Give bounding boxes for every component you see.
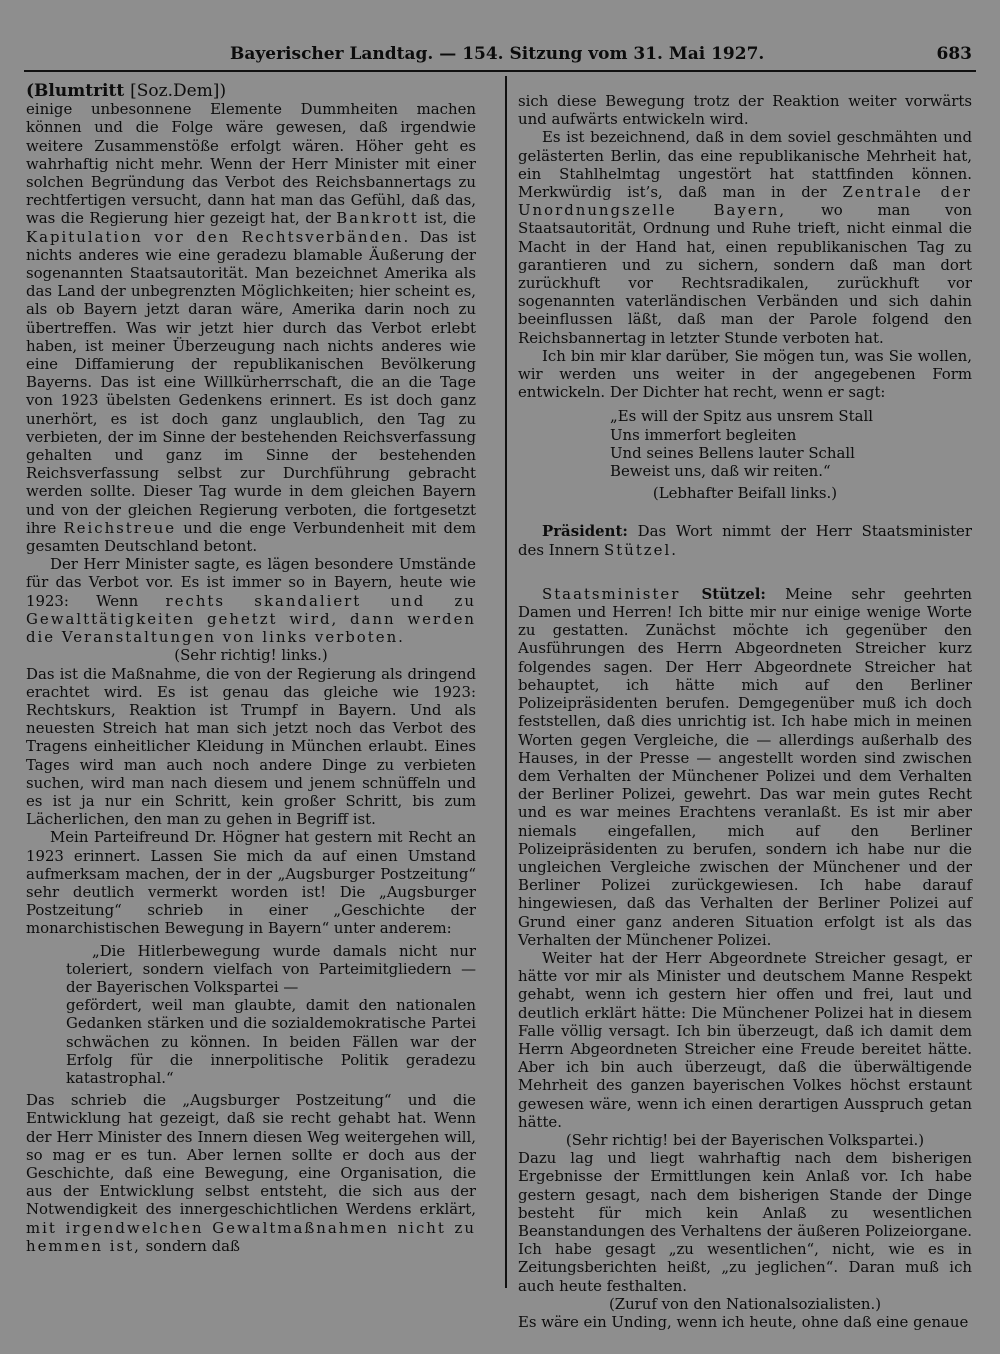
block-quote <box>66 942 476 1088</box>
interjection: (Zuruf von den Nationalsozialisten.) <box>608 1294 882 1313</box>
interjection: (Lebhafter Beifall links.) <box>652 484 838 503</box>
right-column <box>518 92 972 1331</box>
paragraph: Dazu lag und liegt wahrhaftig nach dem bisherigen Ergebnisse der Ermittlungen kein Anlaß vor. Ich habe gestern gesagt, nach dem bisherigen Stande der Dinge besteht für mich kein Anlaß zu wesentlichen Beanstandungen des Verhaltens der äußeren Polizeiorgane. Ich habe gesagt „zu wesentlichen“, nicht, wie es in Zeitungsberichten heißt, „zu jeglichen“. Daran muß ich auch heute festhalten. <box>518 1149 972 1295</box>
speaker-name: (Blumtritt <box>26 81 125 101</box>
paragraph: Es wäre ein Unding, wenn ich heute, ohne daß eine genaue <box>518 1313 969 1331</box>
interjection: (Sehr richtig! links.) <box>174 646 328 665</box>
paragraph: Weiter hat der Herr Abgeordnete Streicher gesagt, er hätte vor mir als Minister und deutschem Manne Respekt gehabt, wenn ich gestern hier offen und frei, laut und deutlich erklärt hätte: Die Münchener Polizei hat in diesem Falle völlig versagt. Ich bin überzeugt, daß ich damit dem Herrn Abgeordneten Streicher eine Freude bereitet hätte. Aber ich bin auch überzeugt, daß die überwältigende Mehrheit des ganzen bayerischen Volkes höchst erstaunt gewesen wäre, wenn ich einen derartigen Ausspruch getan hätte. <box>518 948 972 1131</box>
paragraph: Das schrieb die „Augsburger Postzeitung“ und die Entwicklung hat gezeigt, daß sie recht gehabt hat. Wenn der Herr Minister des Innern diesen Weg weitergehen will, so mag er es tun. Aber lernen sollte er doch aus der Geschichte, daß eine Bewegung, eine Organisation, die aus der Entwicklung selbst entsteht, die sich aus der Notwendigkeit des innergeschichtlichen Werdens erklärt, mit irgendwelchen Gewaltmaßnahmen nicht zu hemmen ist, sondern daß <box>26 1091 476 1255</box>
minister-name: Stützel: <box>701 584 766 603</box>
president-label: Präsident: <box>542 522 628 541</box>
paragraph: Es ist bezeichnend, daß in dem soviel geschmähten und gelästerten Berlin, das eine republikanische Mehrheit hat, ein Stahlhelmtag ungestört hat stattfinden können. Merkwürdig ist’s, daß man in der Zentrale der Unordnungszelle Bayern, wo man von Staatsautorität, Ordnung und Ruhe trieft, nicht einmal die Macht in der Hand hat, einen republikanischen Tag zu garantieren und zu sichern, sondern daß man dort zurückhuft vor Rechtsradikalen, zurückhuft vor sogenannten vaterländischen Verbänden und sich dahin beeinflussen läßt, daß man der Parole folgend den Reichsbannertag in letzter Stunde verboten hat. <box>518 128 973 347</box>
paragraph: Ich bin mir klar darüber, Sie mögen tun, was Sie wollen, wir werden uns weiter in der angegebenen Form entwickeln. Der Dichter hat recht, wenn er sagt: <box>518 346 972 402</box>
header-title: Bayerischer Landtag. — 154. Sitzung vom 31. Mai 1927. <box>230 44 765 64</box>
spacer <box>518 502 972 522</box>
paragraph: einige unbesonnene Elemente Dummheiten machen können und die Folge wäre gewesen, daß irgendwie weitere Zusammenstöße erfolgt wären. Höher geht es wahrhaftig nicht mehr. Wenn der Herr Minister mit einer solchen Begründung das Verbot des Reichsbannertags zu rechtfertigen versucht, dann hat man das Gefühl, daß das, was die Regierung hier gezeigt hat, der Bankrott ist, die Kapitulation vor den Rechtsverbänden. Das ist nichts anderes wie eine geradezu blamable Äußerung der sogenannten Staatsautorität. Man bezeichnet Amerika als das Land der unbegrenzten Möglichkeiten; hier scheint es, als ob Bayern jetzt daran wäre, Amerika darin noch zu übertreffen. Was wir jetzt hier durch das Verbot erlebt haben, ist meiner Überzeugung nach nichts anderes wie eine Diffamierung der republikanischen Bevölkerung Bayerns. Das ist eine Willkürherrschaft, die an die Tage von 1923 übelsten Gedenkens erinnert. Es ist doch ganz unerhört, es ist doch ganz unglaublich, den Tag zu verbieten, der im Sinne der bestehenden Reichsverfassung gehalten und ganz im Sinne der bestehenden Reichsverfassung selbst zur Durchführung gebracht werden sollte. Dieser Tag wurde in dem gleichen Bayern und von der gleichen Regierung verboten, die fortgesetzt ihre Reichstreue und die enge Verbundenheit mit dem gesamten Deutschland betont. <box>26 100 476 556</box>
page-number: 683 <box>936 44 972 64</box>
poem-line: Und seines Bellens lauter Schall <box>610 443 855 462</box>
column-divider <box>505 76 507 1288</box>
paragraph: Das ist die Maßnahme, die von der Regierung als dringend erachtet wird. Es ist genau das gleiche wie 1923: Rechtskurs, Reaktion ist Trumpf in Bayern. Und als neuesten Streich hat man sich jetzt noch das Verbot des Tragens einheitlicher Kleidung in München erlaubt. Eines Tages wird man auch noch andere Dinge zu verbieten suchen, wird man nach diesem und jenem schnüffeln und es ist ja nur ein Schritt, kein großer Schritt, bis zum Lächerlichen, den man zu gehen in Begriff ist. <box>26 664 476 829</box>
paragraph: sich diese Bewegung trotz der Reaktion weiter vorwärts und aufwärts entwickeln wird. <box>518 92 972 129</box>
interjection: (Sehr richtig! bei der Bayerischen Volkspartei.) <box>565 1130 925 1149</box>
poem <box>610 407 972 480</box>
speaker-party: [Soz.Dem]) <box>130 81 227 101</box>
header-rule <box>24 70 976 72</box>
spacer <box>518 559 972 585</box>
quote-line: „Die Hitlerbewegung wurde damals nicht nur toleriert, sondern vielfach von Parteimitgliedern — der Bayerischen Volkspartei — <box>66 941 476 996</box>
poem-line: „Es will der Spitz aus unsrem Stall <box>610 407 874 426</box>
poem-line: Beweist uns, daß wir reiten.“ <box>610 462 831 481</box>
poem-line: Uns immerfort begleiten <box>610 425 797 444</box>
paragraph: Staatsminister Stützel: Meine sehr geehrten Damen und Herren! Ich bitte mir nur einige wenige Worte zu gestatten. Zunächst möchte ich gegenüber den Ausführungen des Herrn Abgeordneten Streicher kurz folgendes sagen. Der Herr Abgeordnete Streicher hat behauptet, ich hätte mich auf den Berliner Polizeipräsidenten berufen. Demgegenüber muß ich doch feststellen, daß dies unrichtig ist. Ich habe mich in meinen Worten gegen Vergleiche, die — allerdings außerhalb des Hauses, in der Presse — angestellt worden sind zwischen dem Verhalten der Münchener Polizei und dem Verhalten der Berliner Polizei, gewehrt. Das war mein gutes Recht und es war meines Erachtens veranlaßt. Es ist mir aber niemals eingefallen, mich auf den Berliner Polizeipräsidenten zu berufen, sondern ich habe nur die ungleichen Vergleiche zwischen der Münchener und der Berliner Polizei zurückgewiesen. Ich habe darauf hingewiesen, daß das Verhalten der Berliner Polizei auf Grund einer ganz anderen Situation erfolgt ist als das Verhalten der Münchener Polizei. <box>518 584 972 949</box>
paragraph: Mein Parteifreund Dr. Högner hat gestern mit Recht an 1923 erinnert. Lassen Sie mich da auf einen Umstand aufmerksam machen, der in der „Augsburger Postzeitung“ sehr deutlich vermerkt worden ist! Die „Augsburger Postzeitung“ schrieb in einer „Geschichte der monarchistischen Bewegung in Bayern“ unter anderem: <box>26 828 476 938</box>
speaker-heading <box>26 82 476 100</box>
left-column <box>26 82 476 1255</box>
quote-line: gefördert, weil man glaubte, damit den nationalen Gedanken stärken und die sozialdemokratische Partei schwächen zu können. In beiden Fällen war der Erfolg für die innerpolitische Politik geradezu katastrophal.“ <box>66 996 476 1087</box>
president-statement: Präsident: Das Wort nimmt der Herr Staatsminister des Innern Stützel. <box>518 522 972 559</box>
paragraph: Der Herr Minister sagte, es lägen besondere Umstände für das Verbot vor. Es ist immer so in Bayern, heute wie 1923: Wenn rechts skandaliert und zu Gewalttätigkeiten gehetzt wird, dann werden die Veranstaltungen von links verboten. <box>26 555 476 647</box>
